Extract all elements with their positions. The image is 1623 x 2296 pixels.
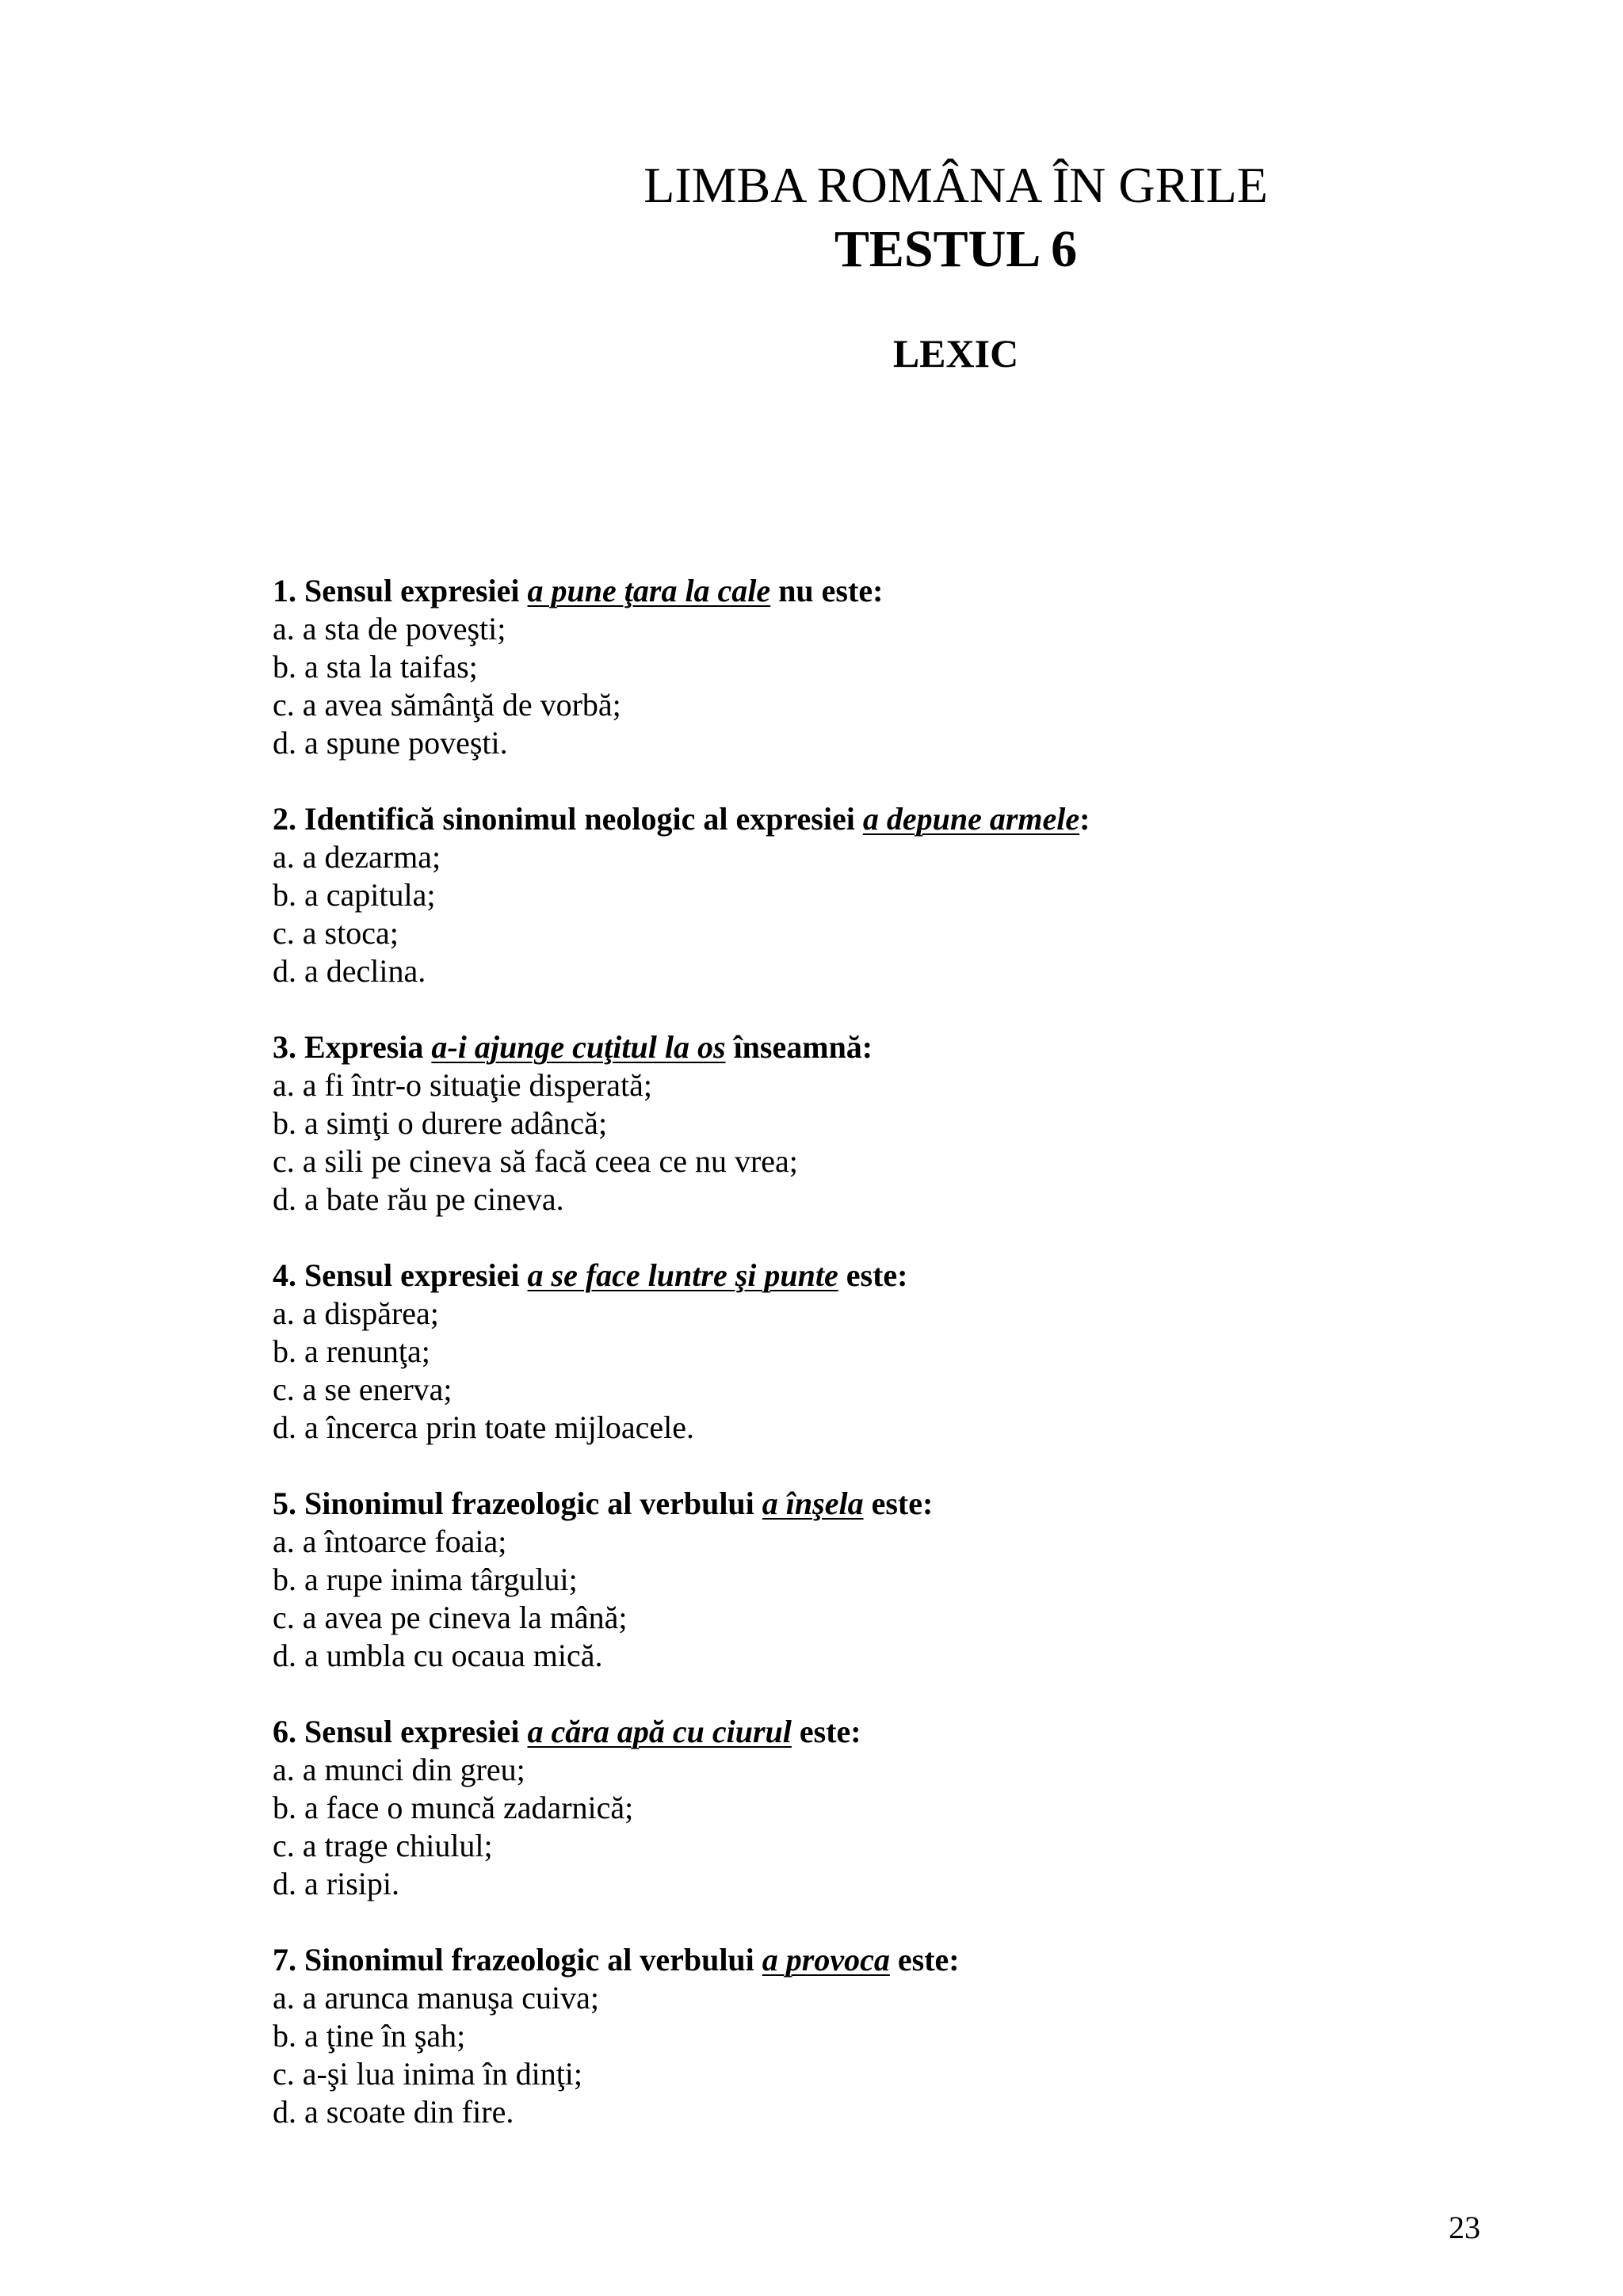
question-stem — [273, 1257, 1509, 1295]
question-text-end: : — [1079, 801, 1090, 837]
question-text: Identifică sinonimul neologic al expresiei — [304, 801, 855, 837]
section-title: LEXIC — [892, 331, 1019, 376]
question-number: 6. — [273, 1714, 296, 1749]
question-stem — [273, 572, 1509, 610]
answer-option-b: b. a sta la taifas; — [273, 649, 478, 685]
test-title: TESTUL 6 — [834, 220, 1078, 278]
question-expression: a-i ajunge cuţitul la os — [431, 1029, 726, 1065]
question-number: 5. — [273, 1486, 296, 1521]
question-6 — [273, 1713, 1509, 1903]
question-expression: a pune ţara la cale — [527, 573, 771, 608]
question-text: Expresia — [304, 1029, 424, 1065]
answer-option-c: c. a avea pe cineva la mână; — [273, 1600, 628, 1635]
answer-option-c: c. a trage chiulul; — [273, 1828, 493, 1863]
answer-option-c: c. a avea sămânţă de vorbă; — [273, 687, 621, 723]
question-text-end: înseamnă: — [733, 1029, 873, 1065]
question-stem — [273, 800, 1509, 838]
answer-option-a: a. a sta de poveşti; — [273, 611, 506, 646]
answer-option-a: a. a munci din greu; — [273, 1752, 525, 1787]
question-text: Sensul expresiei — [304, 1714, 520, 1749]
answer-option-d: d. a bate rău pe cineva. — [273, 1181, 564, 1217]
answer-option-b: b. a ţine în şah; — [273, 2018, 466, 2054]
question-text-end: este: — [846, 1257, 908, 1293]
answer-option-d: d. a spune poveşti. — [273, 725, 508, 761]
question-number: 4. — [273, 1257, 296, 1293]
question-number: 7. — [273, 1942, 296, 1978]
question-number: 2. — [273, 801, 296, 837]
question-expression: a provoca — [762, 1942, 890, 1978]
page-number: 23 — [1449, 2210, 1480, 2245]
answer-option-c: c. a se enerva; — [273, 1371, 453, 1407]
answer-option-d: d. a umbla cu ocaua mică. — [273, 1638, 603, 1673]
question-expression: a înşela — [762, 1486, 864, 1521]
book-title: LIMBA ROMÂNA ÎN GRILE — [643, 157, 1268, 213]
question-text: Sensul expresiei — [304, 573, 520, 608]
answer-option-a: a. a fi într-o situaţie disperată; — [273, 1067, 653, 1103]
answer-option-d: d. a risipi. — [273, 1866, 399, 1901]
question-1 — [273, 572, 1509, 762]
question-text: Sinonimul frazeologic al verbului — [304, 1486, 754, 1521]
answer-option-a: a. a întoarce foaia; — [273, 1524, 507, 1559]
question-expression: a se face luntre şi punte — [527, 1257, 838, 1293]
answer-option-a: a. a arunca manuşa cuiva; — [273, 1980, 600, 2016]
question-expression: a depune armele — [862, 801, 1080, 837]
question-4 — [273, 1257, 1509, 1447]
question-text-end: este: — [897, 1942, 960, 1978]
question-text-end: este: — [871, 1486, 934, 1521]
question-stem — [273, 1941, 1509, 1979]
question-3 — [273, 1028, 1509, 1219]
answer-option-b: b. a capitula; — [273, 877, 436, 913]
answer-option-c: c. a sili pe cineva să facă ceea ce nu vrea; — [273, 1143, 798, 1179]
question-number: 1. — [273, 573, 296, 608]
answer-option-c: c. a stoca; — [273, 915, 399, 951]
answer-option-d: d. a scoate din fire. — [273, 2094, 514, 2130]
answer-option-b: b. a renunţa; — [273, 1333, 430, 1369]
question-2 — [273, 800, 1509, 990]
question-text-end: nu este: — [778, 573, 884, 608]
answer-option-b: b. a simţi o durere adâncă; — [273, 1105, 608, 1141]
question-expression: a căra apă cu ciurul — [527, 1714, 792, 1749]
answer-option-a: a. a dezarma; — [273, 839, 441, 875]
question-stem — [273, 1713, 1509, 1751]
question-stem — [273, 1028, 1509, 1066]
question-stem — [273, 1485, 1509, 1523]
question-text-end: este: — [799, 1714, 861, 1749]
question-text: Sensul expresiei — [304, 1257, 520, 1293]
answer-option-d: d. a încerca prin toate mijloacele. — [273, 1409, 694, 1445]
answer-option-b: b. a rupe inima târgului; — [273, 1562, 578, 1597]
answer-option-d: d. a declina. — [273, 953, 426, 989]
question-5 — [273, 1485, 1509, 1675]
question-7 — [273, 1941, 1509, 2131]
question-number: 3. — [273, 1029, 296, 1065]
answer-option-b: b. a face o muncă zadarnică; — [273, 1790, 634, 1825]
question-text: Sinonimul frazeologic al verbului — [304, 1942, 754, 1978]
answer-option-c: c. a-şi lua inima în dinţi; — [273, 2056, 583, 2092]
question-list — [273, 572, 1509, 2169]
answer-option-a: a. a dispărea; — [273, 1295, 439, 1331]
